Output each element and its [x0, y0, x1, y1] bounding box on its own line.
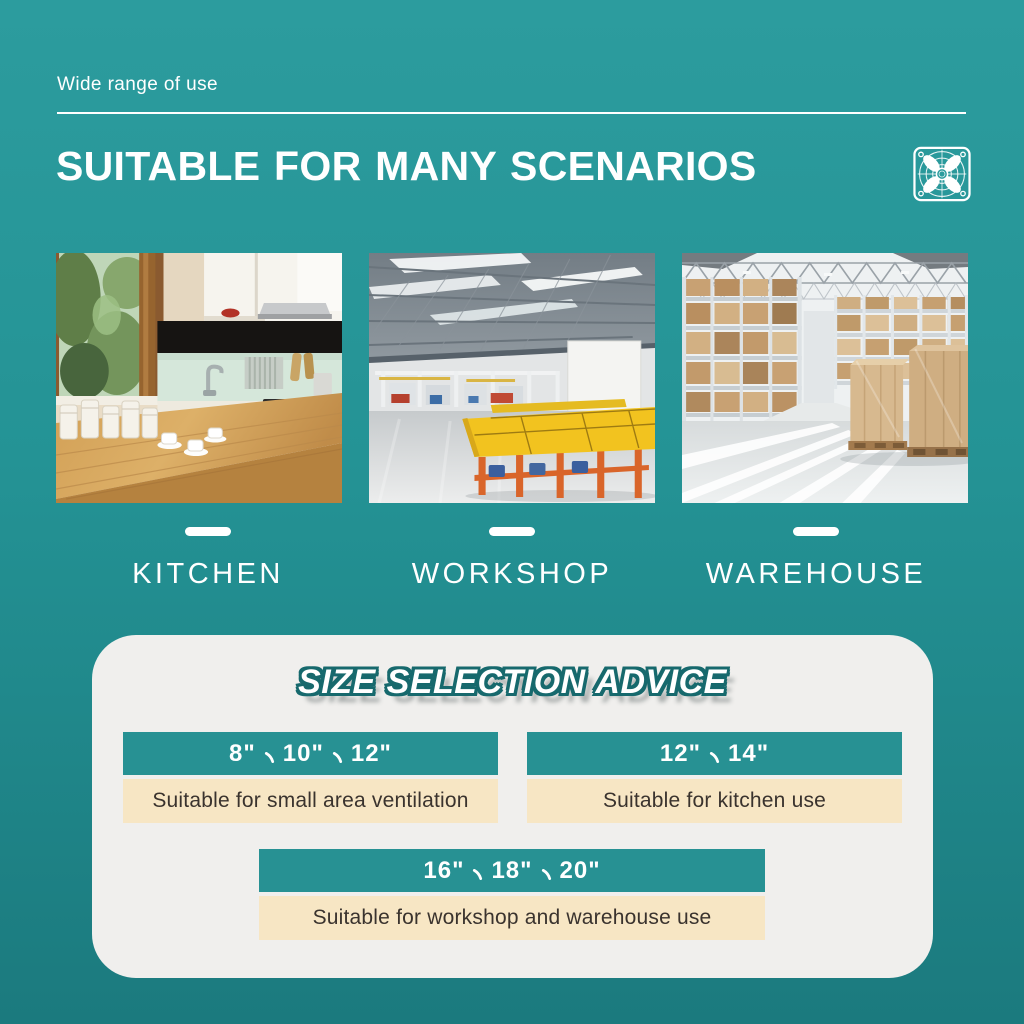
advice-block-workshop-warehouse — [259, 849, 765, 940]
scenario-label-kitchen: KITCHEN — [132, 558, 284, 590]
kitchen-photo — [56, 253, 342, 503]
page-title: SUITABLE FOR MANY SCENARIOS — [56, 143, 757, 189]
size-value: 14" — [728, 739, 770, 767]
use-bar: Suitable for small area ventilation — [123, 779, 498, 823]
size-value: 8" — [229, 739, 256, 767]
exhaust-fan-icon — [912, 146, 972, 202]
ideographic-comma-icon — [332, 752, 343, 763]
advice-block-small-area — [123, 732, 498, 823]
ideographic-comma-icon — [541, 869, 552, 880]
size-value: 10" — [282, 739, 324, 767]
kitchen-upper-cabinets — [204, 253, 342, 321]
workshop-photo — [369, 253, 655, 503]
size-advice-card — [92, 635, 933, 978]
kitchen-window — [56, 253, 164, 405]
ideographic-comma-icon — [709, 752, 720, 763]
size-value: 12" — [659, 739, 701, 767]
dash-marker-kitchen — [185, 527, 231, 536]
size-value: 20" — [559, 856, 601, 884]
size-value: 18" — [491, 856, 533, 884]
advice-heading: SIZE SELECTION ADVICE — [298, 663, 727, 701]
kitchen-backsplash — [157, 353, 342, 403]
dash-marker-workshop — [489, 527, 535, 536]
sizes-bar — [123, 732, 498, 775]
ideographic-comma-icon — [472, 869, 483, 880]
size-value: 12" — [350, 739, 392, 767]
eyebrow-text: Wide range of use — [57, 74, 218, 95]
use-bar: Suitable for kitchen use — [527, 779, 902, 823]
sizes-bar — [259, 849, 765, 892]
warehouse-left-rack — [682, 277, 802, 423]
advice-block-kitchen-use — [527, 732, 902, 823]
scenario-label-warehouse: WAREHOUSE — [705, 558, 927, 590]
scenario-photos — [56, 253, 968, 503]
header-divider — [57, 112, 966, 114]
use-bar: Suitable for workshop and warehouse use — [259, 896, 765, 940]
advice-row — [123, 732, 902, 823]
warehouse-photo — [682, 253, 968, 503]
scenario-label-workshop: WORKSHOP — [411, 558, 613, 590]
scenario-labels — [56, 558, 968, 591]
ideographic-comma-icon — [264, 752, 275, 763]
dash-marker-warehouse — [793, 527, 839, 536]
size-value: 16" — [423, 856, 465, 884]
photo-dash-markers — [56, 527, 968, 536]
sizes-bar — [527, 732, 902, 775]
